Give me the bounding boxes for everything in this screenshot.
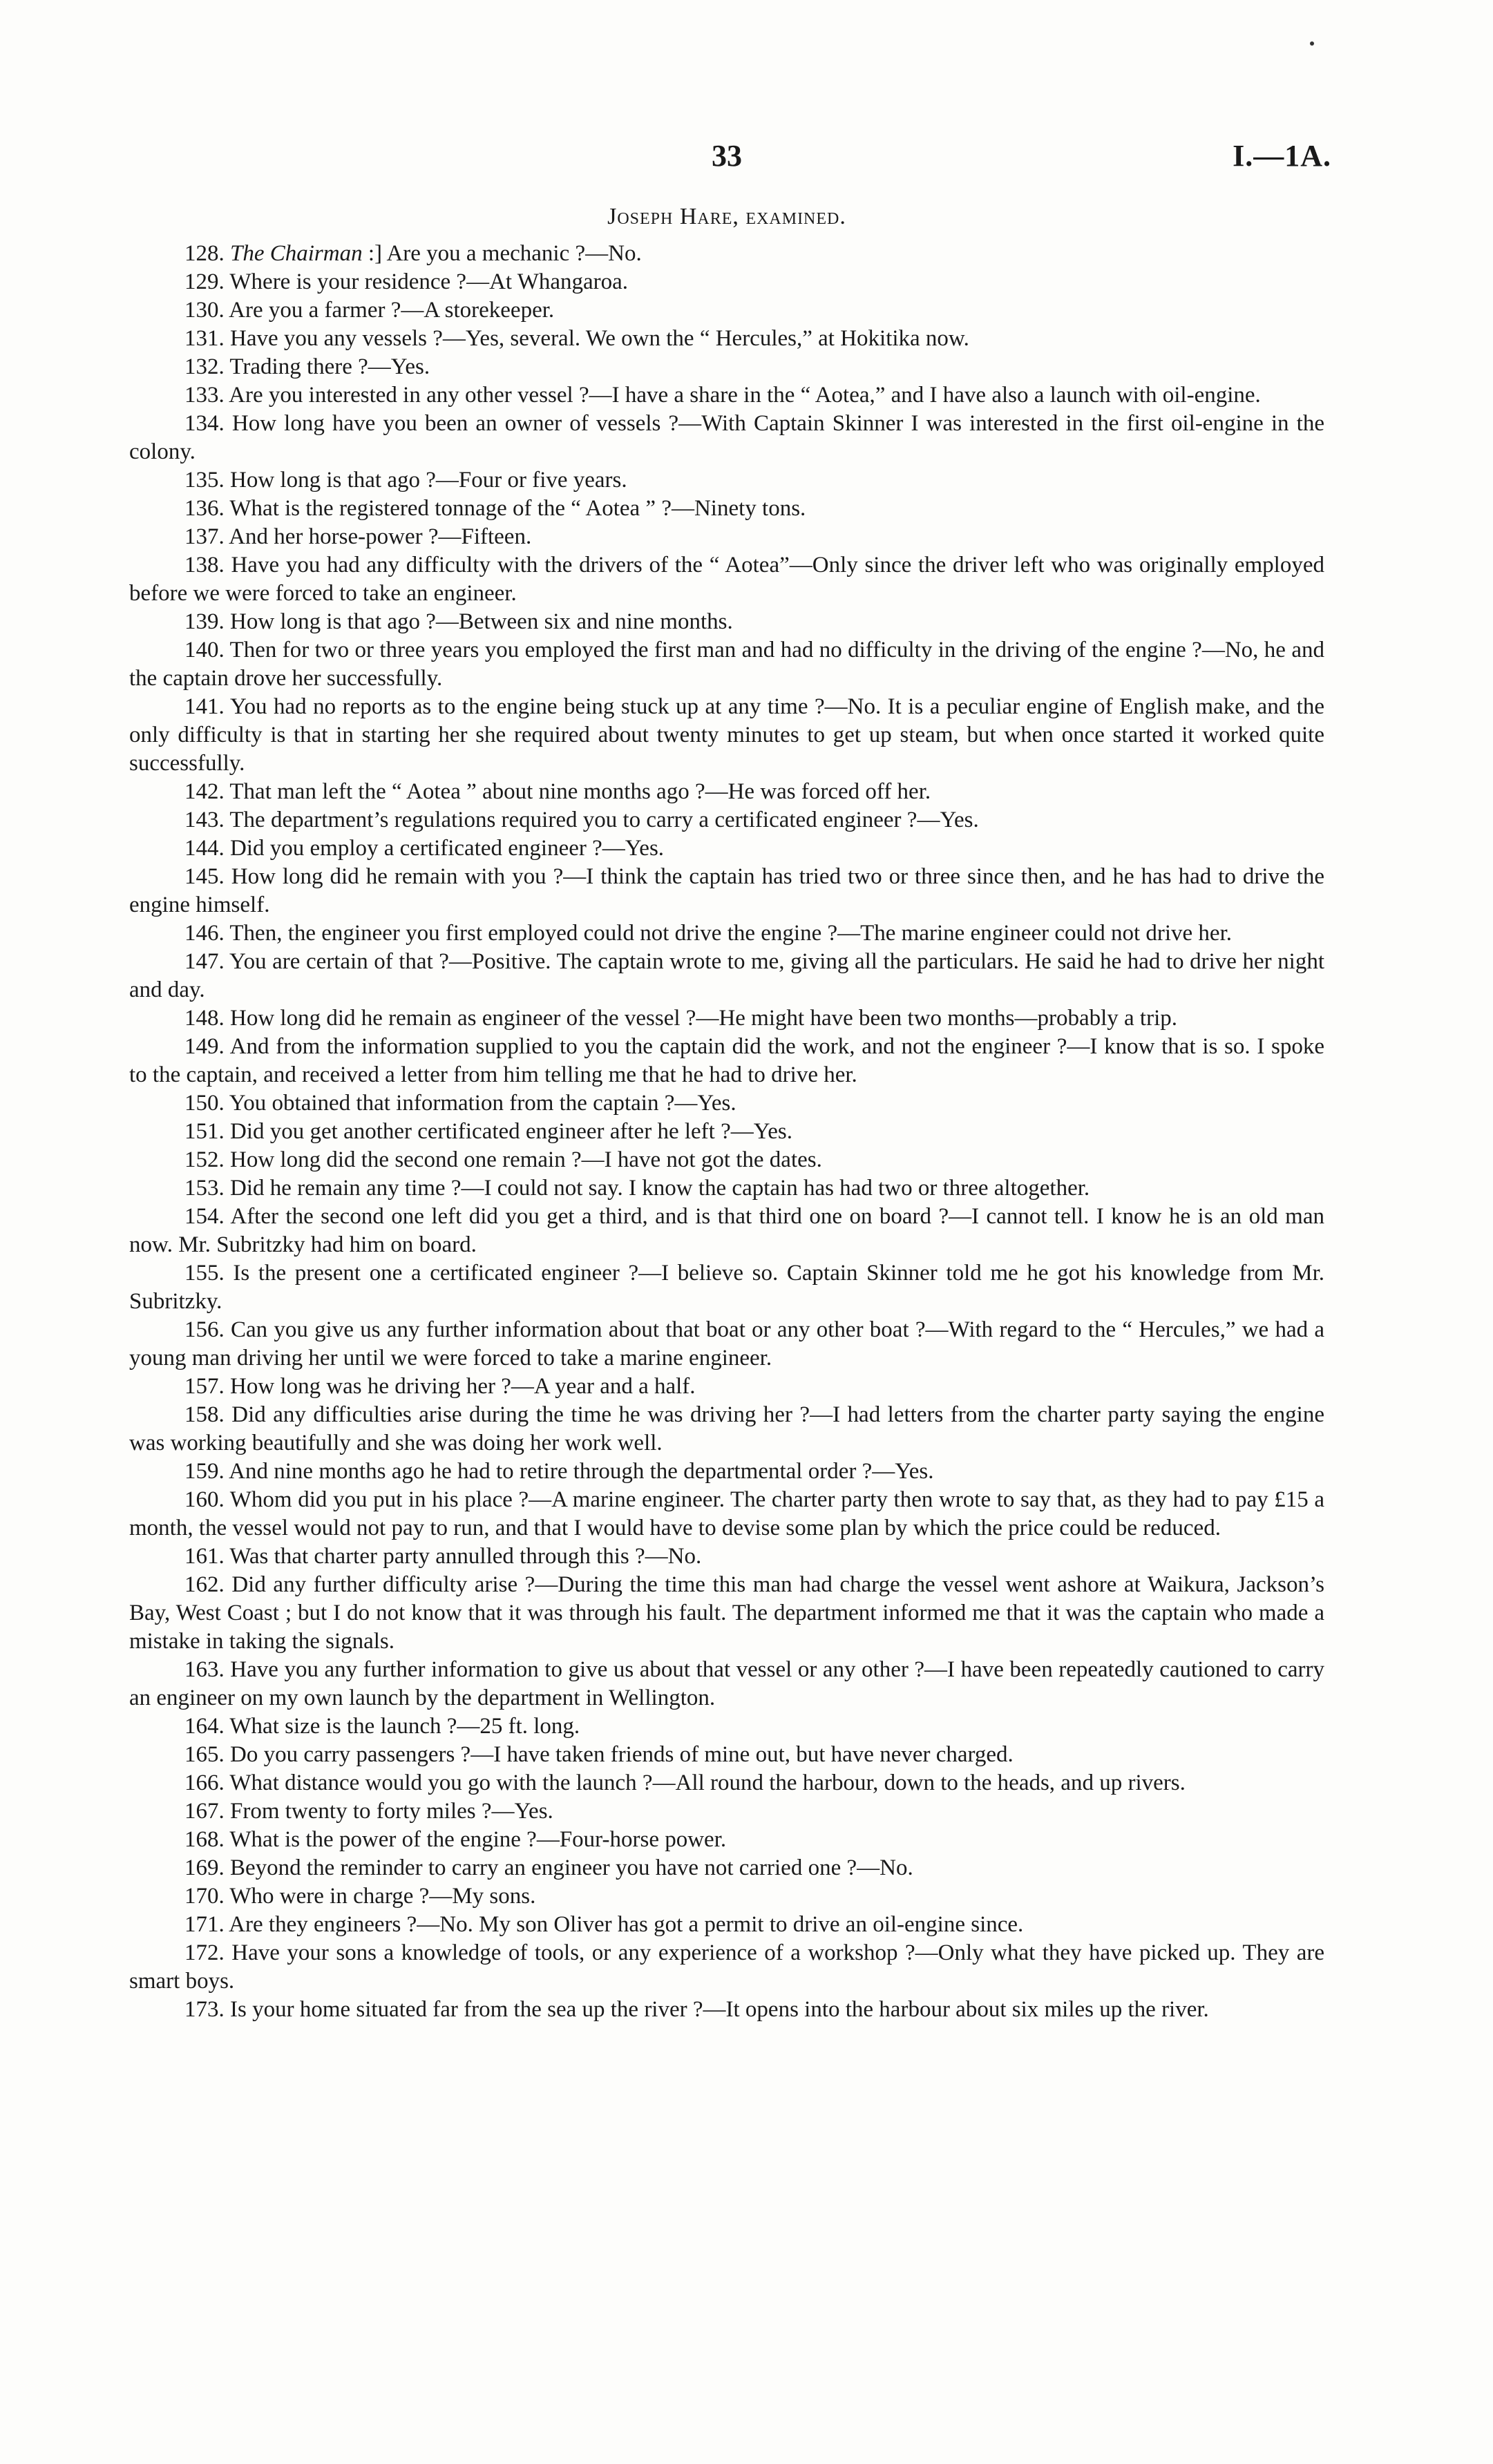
question-paragraph: 143. The department’s regulations required you to carry a certificated engineer ?—Yes. <box>184 808 979 832</box>
question-paragraph: 170. Who were in charge ?—My sons. <box>184 1884 536 1909</box>
question-paragraph: 165. Do you carry passengers ?—I have taken friends of mine out, but have never charged. <box>184 1742 1014 1767</box>
question-paragraph: 156. Can you give us any further information about that boat or any other boat ?—With regard to the “ Hercules,” we had a young man driving her until we were forced to take a marine engineer. <box>129 1317 1324 1371</box>
testimony-body <box>129 240 1324 2024</box>
question-paragraph: 136. What is the registered tonnage of the “ Aotea ” ?—Ninety tons. <box>184 496 806 521</box>
question-paragraph: 161. Was that charter party annulled through this ?—No. <box>184 1544 702 1569</box>
question-paragraph: 164. What size is the launch ?—25 ft. long. <box>184 1714 580 1739</box>
question-paragraph: 145. How long did he remain with you ?—I think the captain has tried two or three since then, and he has had to drive the engine himself. <box>129 864 1324 917</box>
question-paragraph: 153. Did he remain any time ?—I could not say. I know the captain has had two or three altogether. <box>184 1176 1090 1201</box>
question-paragraph: 141. You had no reports as to the engine being stuck up at any time ?—No. It is a peculiar engine of English make, and the only difficulty is that in starting her she required about twenty minutes to get up steam, but when once started it worked quite successfully. <box>129 694 1324 776</box>
question-paragraph: 157. How long was he driving her ?—A year and a half. <box>184 1374 696 1399</box>
question-paragraph: 147. You are certain of that ?—Positive. The captain wrote to me, giving all the particulars. He said he had to drive her night and day. <box>129 949 1324 1002</box>
question-paragraph: 148. How long did he remain as engineer of the vessel ?—He might have been two months—probably a trip. <box>184 1006 1177 1031</box>
witness-heading: Joseph Hare, examined. <box>607 204 846 229</box>
question-paragraph: 144. Did you employ a certificated engineer ?—Yes. <box>184 836 665 861</box>
question-paragraph: 134. How long have you been an owner of vessels ?—With Captain Skinner I was interested in the first oil-engine in the colony. <box>129 411 1324 464</box>
question-paragraph: 154. After the second one left did you get a third, and is that third one on board ?—I cannot tell. I know he is an old man now. Mr. Subritzky had him on board. <box>129 1204 1324 1257</box>
question-paragraph: 169. Beyond the reminder to carry an engineer you have not carried one ?—No. <box>184 1855 913 1880</box>
question-paragraph: 158. Did any difficulties arise during the time he was driving her ?—I had letters from the charter party saying the engine was working beautifully and she was doing her work well. <box>129 1402 1324 1455</box>
question-paragraph: 138. Have you had any difficulty with the drivers of the “ Aotea”—Only since the driver left who was originally employed before we were forced to take an engineer. <box>129 553 1324 606</box>
question-paragraph: 132. Trading there ?—Yes. <box>184 354 430 379</box>
question-paragraph: 162. Did any further difficulty arise ?—During the time this man had charge the vessel went ashore at Waikura, Jackson’s Bay, West Coast ; but I do not know that it was through his fault. The department informed me that it was the captain who made a mistake in taking the signals. <box>129 1572 1324 1654</box>
question-paragraph: 172. Have your sons a knowledge of tools, or any experience of a workshop ?—Only what they have picked up. They are smart boys. <box>129 1940 1324 1994</box>
question-paragraph: 166. What distance would you go with the launch ?—All round the harbour, down to the heads, and up rivers. <box>184 1770 1186 1795</box>
page-header <box>129 138 1331 180</box>
question-paragraph: 133. Are you interested in any other vessel ?—I have a share in the “ Aotea,” and I have also a launch with oil-engine. <box>184 383 1261 408</box>
question-paragraph: 137. And her horse-power ?—Fifteen. <box>184 524 532 549</box>
question-paragraph: 173. Is your home situated far from the sea up the river ?—It opens into the harbour about six miles up the river. <box>184 1997 1209 2022</box>
page-number: 33 <box>712 139 742 173</box>
question-paragraph <box>129 240 1324 268</box>
question-paragraph: 152. How long did the second one remain ?—I have not got the dates. <box>184 1147 822 1172</box>
document-reference: I.—1A. <box>1233 139 1331 173</box>
question-paragraph: 159. And nine months ago he had to retire through the departmental order ?—Yes. <box>184 1459 934 1484</box>
question-paragraph: 130. Are you a farmer ?—A storekeeper. <box>184 298 555 323</box>
question-paragraph: 163. Have you any further information to give us about that vessel or any other ?—I have been repeatedly cautioned to carry an engineer on my own launch by the department in Wellington. <box>129 1657 1324 1710</box>
question-paragraph: 168. What is the power of the engine ?—Four-horse power. <box>184 1827 727 1852</box>
question-paragraph: 160. Whom did you put in his place ?—A marine engineer. The charter party then wrote to say that, as they had to pay £15 a month, the vessel would not pay to run, and that I would have to devise some plan by which the price could be reduced. <box>129 1487 1324 1540</box>
question-paragraph: 142. That man left the “ Aotea ” about nine months ago ?—He was forced off her. <box>184 779 931 804</box>
question-paragraph: 131. Have you any vessels ?—Yes, several. We own the “ Hercules,” at Hokitika now. <box>184 326 969 351</box>
question-paragraph: 149. And from the information supplied to you the captain did the work, and not the engineer ?—I know that is so. I spoke to the captain, and received a letter from him telling me that he had to drive her. <box>129 1034 1324 1087</box>
scan-speck <box>1310 41 1314 46</box>
question-paragraph: 167. From twenty to forty miles ?—Yes. <box>184 1799 553 1824</box>
question-paragraph: 135. How long is that ago ?—Four or five years. <box>184 468 627 493</box>
question-paragraph: 146. Then, the engineer you first employed could not drive the engine ?—The marine engineer could not drive her. <box>184 921 1233 946</box>
question-paragraph: 151. Did you get another certificated engineer after he left ?—Yes. <box>184 1119 792 1144</box>
question-paragraph: 150. You obtained that information from the captain ?—Yes. <box>184 1091 736 1116</box>
question-text: :] Are you a mechanic ?—No. <box>362 241 642 266</box>
question-paragraph: 139. How long is that ago ?—Between six and nine months. <box>184 609 733 634</box>
question-paragraph: 140. Then for two or three years you employed the first man and had no difficulty in the driving of the engine ?—No, he and the captain drove her successfully. <box>129 638 1324 691</box>
question-paragraph: 155. Is the present one a certificated engineer ?—I believe so. Captain Skinner told me he got his knowledge from Mr. Subritzky. <box>129 1261 1324 1314</box>
question-number: 128. <box>184 241 225 266</box>
question-paragraph: 171. Are they engineers ?—No. My son Oliver has got a permit to drive an oil-engine since. <box>184 1912 1024 1937</box>
question-paragraph: 129. Where is your residence ?—At Whangaroa. <box>184 269 629 294</box>
speaker-label: The Chairman <box>230 241 363 266</box>
